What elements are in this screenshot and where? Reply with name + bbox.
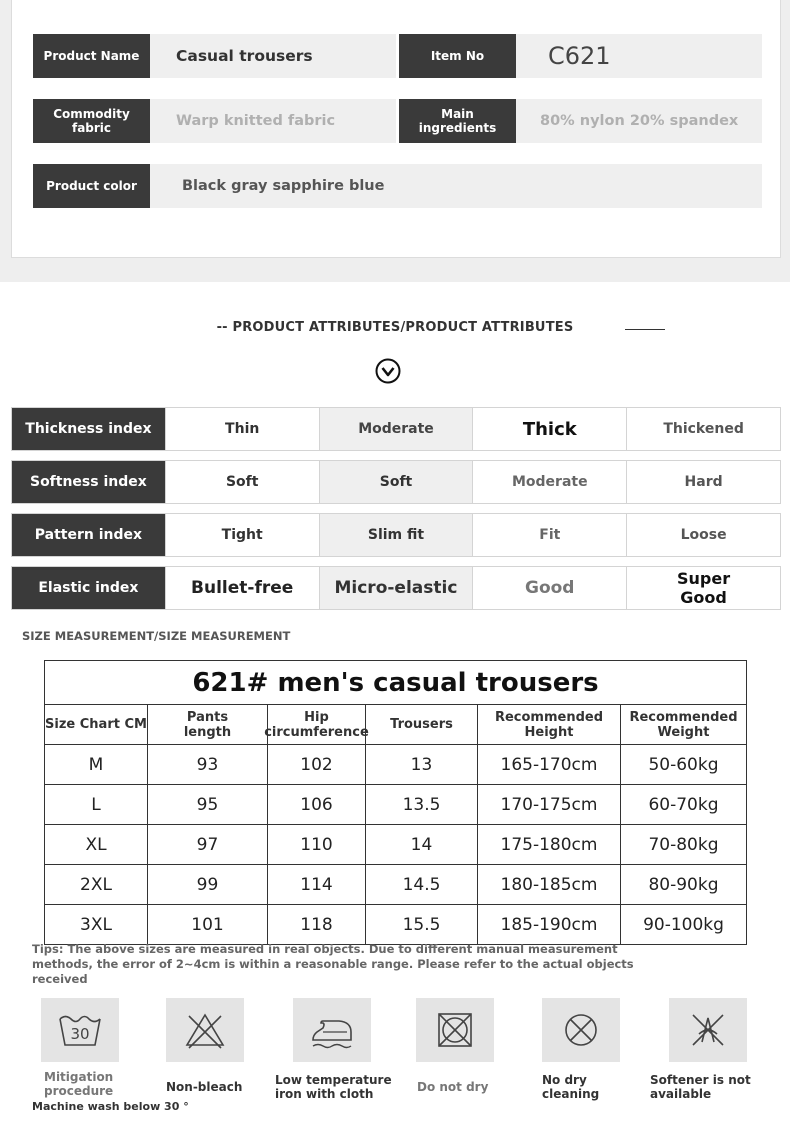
- trousers-cell: 14: [366, 825, 478, 865]
- elastic-option-good: Good: [472, 567, 626, 609]
- main-ingredients-label: Main ingredients: [399, 99, 516, 143]
- hip-cell: 102: [268, 745, 366, 785]
- pattern-index-label: Pattern index: [12, 514, 165, 556]
- attributes-heading: -- PRODUCT ATTRIBUTES/PRODUCT ATTRIBUTES: [216, 320, 574, 335]
- pants-length-cell: 97: [148, 825, 268, 865]
- height-cell: 170-175cm: [478, 785, 621, 825]
- size-measurement-heading: SIZE MEASUREMENT/SIZE MEASUREMENT: [22, 629, 291, 643]
- header-recommended-height: Recommended Height: [478, 705, 621, 745]
- chevron-down-circle-icon: [375, 358, 401, 384]
- weight-cell: 50-60kg: [621, 745, 746, 785]
- size-cell: XL: [45, 825, 148, 865]
- size-cell: M: [45, 745, 148, 785]
- no-softener-icon: [669, 998, 747, 1062]
- trousers-cell: 14.5: [366, 865, 478, 905]
- heading-divider: [625, 329, 665, 330]
- product-color-label: Product color: [33, 164, 150, 208]
- elastic-index-label: Elastic index: [12, 567, 165, 609]
- size-chart-table: [44, 660, 747, 945]
- thickness-option-thickened: Thickened: [626, 408, 780, 450]
- pattern-option-fit: Fit: [472, 514, 626, 556]
- pattern-option-tight: Tight: [165, 514, 319, 556]
- item-no-label: Item No: [399, 34, 516, 78]
- do-not-tumble-dry-icon: [416, 998, 494, 1062]
- softness-option-moderate: Moderate: [472, 461, 626, 503]
- elastic-option-super-good: Super Good: [626, 567, 780, 609]
- care-label-wash: Mitigation procedure: [44, 1070, 114, 1098]
- pattern-option-loose: Loose: [626, 514, 780, 556]
- weight-cell: 80-90kg: [621, 865, 746, 905]
- size-cell: 2XL: [45, 865, 148, 905]
- care-label-no-bleach: Non-bleach: [166, 1080, 243, 1094]
- pattern-index-row: [11, 513, 781, 557]
- care-label-no-dry-cleaning: No dry cleaning: [542, 1073, 600, 1101]
- header-pants-length: Pants length: [148, 705, 268, 745]
- item-no-value: C621: [516, 34, 762, 78]
- pants-length-cell: 95: [148, 785, 268, 825]
- weight-cell: 60-70kg: [621, 785, 746, 825]
- thickness-index-row: [11, 407, 781, 451]
- hip-cell: 106: [268, 785, 366, 825]
- height-cell: 185-190cm: [478, 905, 621, 944]
- trousers-cell: 13: [366, 745, 478, 785]
- care-sublabel-wash: Machine wash below 30 °: [32, 1100, 189, 1113]
- product-info-card: [11, 0, 781, 258]
- height-cell: 165-170cm: [478, 745, 621, 785]
- product-color-value: Black gray sapphire blue: [150, 164, 762, 208]
- thickness-option-thick: Thick: [472, 408, 626, 450]
- header-trousers: Trousers: [366, 705, 478, 745]
- pattern-option-slim-fit: Slim fit: [319, 514, 473, 556]
- no-bleach-icon: [166, 998, 244, 1062]
- main-ingredients-value: 80% nylon 20% spandex: [516, 99, 762, 143]
- size-cell: L: [45, 785, 148, 825]
- softness-option-hard: Hard: [626, 461, 780, 503]
- elastic-option-micro-elastic: Micro-elastic: [319, 567, 473, 609]
- care-label-do-not-dry: Do not dry: [417, 1080, 489, 1094]
- wash-30-icon: [41, 998, 119, 1062]
- pants-length-cell: 99: [148, 865, 268, 905]
- hip-cell: 110: [268, 825, 366, 865]
- product-name-value: Casual trousers: [150, 34, 396, 78]
- measurement-tips: Tips: The above sizes are measured in real objects. Due to different manual measurement methods, the error of 2~4cm is within a reasonable range. Please refer to the actual objects received: [32, 942, 634, 986]
- header-recommended-weight: Recommended Weight: [621, 705, 746, 745]
- softness-option-soft: Soft: [165, 461, 319, 503]
- elastic-index-row: [11, 566, 781, 610]
- no-dry-clean-icon: [542, 998, 620, 1062]
- trousers-cell: 15.5: [366, 905, 478, 944]
- weight-cell: 90-100kg: [643, 914, 724, 935]
- header-size-chart-cm: Size Chart CM: [45, 705, 148, 745]
- commodity-fabric-value: Warp knitted fabric: [150, 99, 396, 143]
- size-chart-title: 621# men's casual trousers: [45, 661, 746, 705]
- commodity-fabric-label: Commodity fabric: [33, 99, 150, 143]
- height-cell: 175-180cm: [478, 825, 621, 865]
- pants-length-cell: 101: [148, 905, 268, 944]
- iron-low-icon: [293, 998, 371, 1062]
- trousers-cell: 13.5: [366, 785, 478, 825]
- height-cell: 180-185cm: [478, 865, 621, 905]
- softness-index-label: Softness index: [12, 461, 165, 503]
- elastic-option-bullet-free: Bullet-free: [165, 567, 319, 609]
- wash-temperature-number: 30: [70, 1025, 90, 1043]
- care-label-iron: Low temperature iron with cloth: [275, 1073, 392, 1101]
- header-hip-circumference: Hip circumference: [268, 705, 366, 745]
- care-label-no-softener: Softener is not available: [650, 1073, 751, 1101]
- softness-index-row: [11, 460, 781, 504]
- product-name-label: Product Name: [33, 34, 150, 78]
- weight-cell: 70-80kg: [621, 825, 746, 865]
- hip-cell: 114: [268, 865, 366, 905]
- softness-option-soft-2: Soft: [319, 461, 473, 503]
- size-cell: 3XL: [45, 905, 148, 944]
- thickness-option-thin: Thin: [165, 408, 319, 450]
- hip-cell: 118: [268, 905, 366, 944]
- thickness-index-label: Thickness index: [12, 408, 165, 450]
- thickness-option-moderate: Moderate: [319, 408, 473, 450]
- pants-length-cell: 93: [148, 745, 268, 785]
